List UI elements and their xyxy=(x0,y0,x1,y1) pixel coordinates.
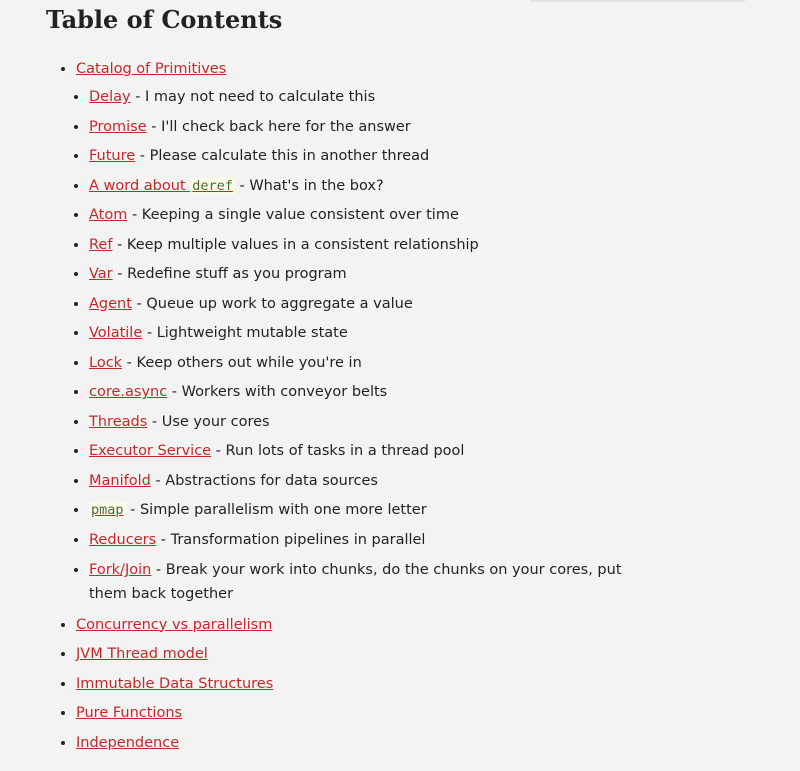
list-item xyxy=(89,175,636,197)
item-description: - Break your work into chunks, do the chunks on your cores, put them back together xyxy=(89,562,622,602)
toc-list xyxy=(58,58,636,761)
item-description: - Run lots of tasks in a thread pool xyxy=(211,443,465,459)
toc-item-independence xyxy=(76,732,636,754)
toc-link-independence[interactable]: Independence xyxy=(76,734,180,751)
item-description: - Queue up work to aggregate a value xyxy=(131,295,413,312)
item-description: - Keep others out while you're in xyxy=(122,354,362,371)
list-item xyxy=(89,293,636,315)
toc-item-immutable xyxy=(76,673,636,695)
item-description: - Keeping a single value consistent over time xyxy=(127,207,459,223)
item-description: - Redefine stuff as you program xyxy=(112,266,347,282)
item-description: - Workers with conveyor belts xyxy=(167,384,388,400)
list-item xyxy=(89,411,636,433)
item-description: - Keep multiple values in a consistent relationship xyxy=(112,236,479,253)
toc-link-word-about-deref[interactable] xyxy=(89,178,235,194)
toc-link-executor-service[interactable]: Executor Service xyxy=(89,443,212,459)
item-description: - I'll check back here for the answer xyxy=(146,118,411,135)
item-description: - Simple parallelism with one more letter xyxy=(125,502,427,518)
list-item xyxy=(89,529,636,551)
toc-item-concurrency xyxy=(76,614,636,636)
toc-link-lock[interactable]: Lock xyxy=(89,354,123,371)
list-item xyxy=(89,116,636,138)
link-text: A word about xyxy=(89,177,191,194)
top-decor-strip xyxy=(530,0,745,2)
item-description: - Abstractions for data sources xyxy=(150,472,378,489)
list-item xyxy=(89,470,636,492)
toc-item-catalog xyxy=(76,58,636,606)
toc-link-jvm-thread-model[interactable]: JVM Thread model xyxy=(76,646,208,662)
inline-code-deref: deref xyxy=(192,177,233,194)
toc-link-catalog-of-primitives[interactable]: Catalog of Primitives xyxy=(76,61,227,77)
toc-link-pmap[interactable]: pmap xyxy=(91,502,124,518)
item-description: - Transformation pipelines in parallel xyxy=(156,531,426,548)
toc-link-agent[interactable]: Agent xyxy=(89,295,132,312)
list-item xyxy=(89,145,636,167)
toc-link-delay[interactable]: Delay xyxy=(89,89,131,105)
list-item xyxy=(89,440,636,462)
toc-link-threads[interactable]: Threads xyxy=(89,413,148,430)
list-item xyxy=(89,352,636,374)
list-item xyxy=(89,322,636,344)
toc-link-pure-functions[interactable]: Pure Functions xyxy=(76,705,183,721)
toc-link-future[interactable]: Future xyxy=(89,148,136,164)
toc-link-concurrency-vs-parallelism[interactable]: Concurrency vs parallelism xyxy=(76,616,273,633)
item-description: - I may not need to calculate this xyxy=(130,89,376,105)
toc-link-ref[interactable]: Ref xyxy=(89,236,113,253)
toc-link-core-async[interactable]: core.async xyxy=(89,384,168,400)
toc-item-pure xyxy=(76,702,636,724)
item-description: - Use your cores xyxy=(147,413,270,430)
primitives-sublist xyxy=(76,86,636,606)
item-description: - What's in the box? xyxy=(234,177,384,194)
toc-link-immutable-data-structures[interactable]: Immutable Data Structures xyxy=(76,675,274,692)
toc-link-manifold[interactable]: Manifold xyxy=(89,472,151,489)
toc-link-volatile[interactable]: Volatile xyxy=(89,325,143,341)
toc-item-jvm xyxy=(76,643,636,665)
list-item xyxy=(89,204,636,226)
toc-link-fork-join[interactable]: Fork/Join xyxy=(89,562,152,578)
list-item xyxy=(89,381,636,403)
list-item xyxy=(89,263,636,285)
list-item xyxy=(89,558,636,606)
list-item xyxy=(89,86,636,108)
toc-link-promise[interactable]: Promise xyxy=(89,118,147,135)
list-item xyxy=(89,234,636,256)
toc-link-atom[interactable]: Atom xyxy=(89,207,128,223)
toc-link-var[interactable]: Var xyxy=(89,266,113,282)
toc-link-reducers[interactable]: Reducers xyxy=(89,531,157,548)
list-item xyxy=(89,499,636,521)
item-description: - Please calculate this in another thread xyxy=(135,148,430,164)
item-description: - Lightweight mutable state xyxy=(142,325,348,341)
page-title: Table of Contents xyxy=(46,5,283,34)
